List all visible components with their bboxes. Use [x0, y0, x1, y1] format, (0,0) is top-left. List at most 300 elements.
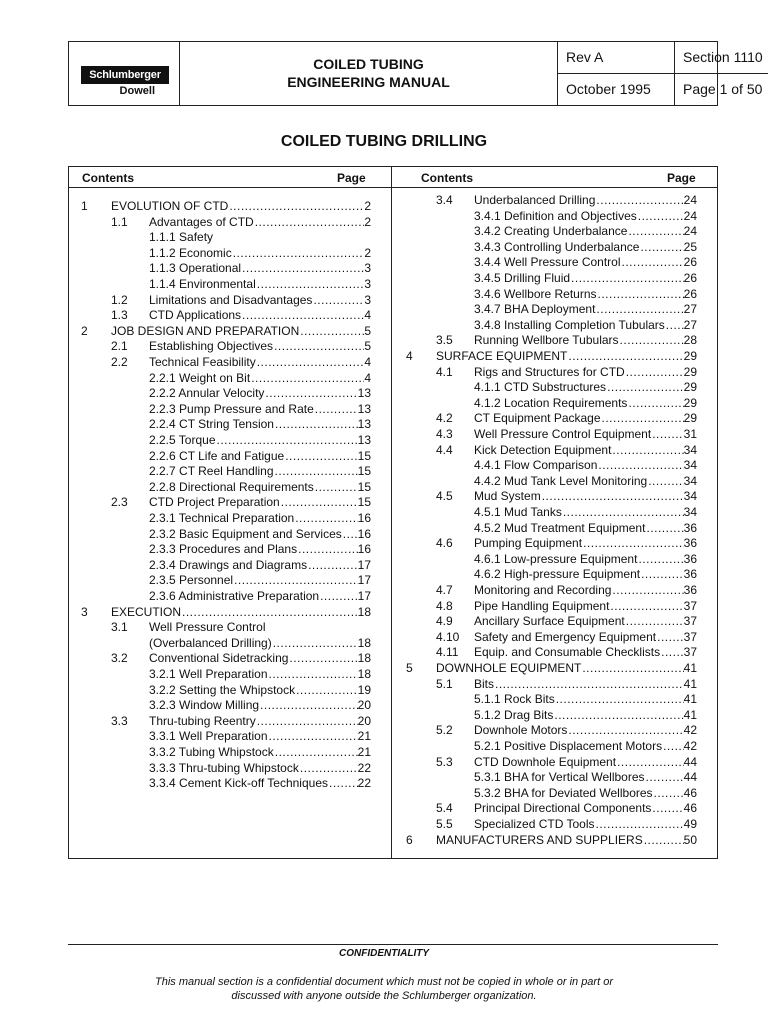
toc-entry-page: 24 — [683, 193, 697, 207]
toc-entry-page: 17 — [357, 573, 371, 588]
toc-leader-dots — [621, 254, 684, 270]
toc-entry-page: 3 — [364, 261, 371, 276]
toc-entry[interactable] — [111, 198, 371, 214]
table-of-contents — [68, 166, 718, 859]
toc-entry-title: 3.3.2 Tubing Whipstock — [149, 745, 274, 759]
toc-entry[interactable] — [149, 292, 371, 308]
toc-entry-title: 3.3.3 Thru-tubing Whipstock — [149, 760, 299, 775]
company-logo — [69, 42, 179, 105]
toc-entry[interactable] — [149, 214, 371, 230]
toc-entry-title: Equip. and Consumable Checklists — [474, 645, 661, 660]
toc-entry-page: 37 — [683, 598, 697, 613]
toc-entry-title: CTD Project Preparation — [149, 495, 280, 510]
toc-leader-dots — [265, 619, 371, 635]
toc-entry-title: Underbalanced Drilling — [474, 193, 596, 207]
toc-entry[interactable] — [149, 635, 371, 651]
toc-entry-title: Kick Detection Equipment — [474, 442, 612, 457]
toc-entry[interactable] — [149, 775, 371, 791]
toc-section-number: 1.2 — [111, 292, 128, 307]
toc-entry-page: 3 — [364, 292, 371, 307]
toc-entry-page: 13 — [357, 433, 371, 447]
toc-leader-dots — [611, 442, 683, 458]
toc-section-number: 5.2 — [436, 723, 453, 738]
toc-entry-title: Thru-tubing Reentry — [149, 713, 256, 728]
toc-entry-page: 5 — [364, 339, 371, 354]
toc-entry[interactable] — [149, 463, 371, 479]
toc-entry[interactable] — [149, 229, 371, 245]
toc-entry[interactable] — [474, 223, 697, 239]
toc-entry-page: 26 — [683, 286, 697, 301]
toc-entry-page: 15 — [357, 479, 371, 494]
toc-entry[interactable] — [474, 535, 697, 551]
toc-entry-title: Technical Feasibility — [149, 355, 256, 369]
toc-entry[interactable] — [474, 707, 697, 723]
toc-entry[interactable] — [149, 354, 371, 370]
toc-entry-page: 34 — [683, 442, 697, 457]
toc-entry[interactable] — [149, 479, 371, 495]
toc-entry-page: 13 — [357, 386, 371, 401]
toc-entry-title: 1.1.4 Environmental — [149, 277, 256, 291]
revision-label: Rev A — [557, 42, 674, 74]
toc-section-number: 4 — [406, 349, 413, 363]
toc-entry-title: 4.5.2 Mud Treatment Equipment — [474, 520, 646, 535]
toc-entry[interactable] — [474, 395, 697, 411]
toc-entry[interactable] — [474, 816, 697, 832]
toc-entry-page: 22 — [357, 776, 371, 791]
toc-leader-dots — [256, 713, 358, 729]
toc-entry[interactable] — [474, 317, 697, 333]
toc-entry-title: 3.4.4 Well Pressure Control — [474, 255, 621, 270]
page-heading-left: Page — [337, 171, 366, 185]
toc-entry[interactable] — [474, 192, 697, 208]
toc-entry-page: 36 — [683, 536, 697, 551]
toc-entry-page: 16 — [357, 542, 371, 557]
toc-section-number: 4.8 — [436, 598, 453, 613]
toc-entry-page: 26 — [683, 271, 697, 285]
toc-entry-page: 37 — [683, 614, 697, 629]
toc-leader-dots — [665, 317, 684, 333]
toc-leader-dots — [562, 504, 684, 520]
toc-section-number: 2.3 — [111, 495, 128, 510]
toc-entry[interactable] — [474, 769, 697, 785]
toc-section-number: 4.10 — [436, 629, 460, 644]
toc-entry[interactable] — [474, 644, 697, 660]
toc-entry-page: 17 — [357, 557, 371, 572]
toc-entry[interactable] — [474, 426, 697, 442]
toc-entry-page: 34 — [683, 489, 697, 504]
toc-entry-title: Downhole Motors — [474, 723, 568, 738]
toc-entry[interactable] — [149, 744, 371, 760]
toc-entry[interactable] — [474, 379, 697, 395]
toc-entry-page: 36 — [683, 520, 697, 535]
manual-title-line1: COILED TUBING — [313, 56, 424, 72]
toc-entry-page: 41 — [683, 661, 697, 675]
page-title: COILED TUBING DRILLING — [280, 133, 488, 150]
toc-entry[interactable] — [474, 582, 697, 598]
toc-entry-title: 3.2.1 Well Preparation — [149, 667, 268, 681]
toc-entry-title: 3.4.7 BHA Deployment — [474, 302, 596, 317]
toc-entry-page: 16 — [357, 526, 371, 541]
toc-leader-dots — [295, 682, 358, 698]
toc-entry-title: 4.5.1 Mud Tanks — [474, 505, 562, 519]
toc-entry-page: 24 — [683, 224, 697, 239]
toc-section-number: 5 — [406, 661, 413, 675]
toc-entry[interactable] — [149, 401, 371, 417]
toc-leader-dots — [254, 214, 365, 230]
toc-entry[interactable] — [474, 270, 697, 286]
toc-entry-page: 18 — [357, 651, 371, 666]
toc-entry[interactable] — [149, 682, 371, 698]
toc-leader-dots — [625, 364, 684, 380]
toc-entry-page: 20 — [357, 713, 371, 728]
toc-entry-page: 36 — [683, 583, 697, 597]
toc-entry-title: Establishing Objectives — [149, 339, 274, 354]
toc-leader-dots — [494, 676, 684, 692]
toc-entry[interactable] — [149, 760, 371, 776]
toc-entry-title: Conventional Sidetracking — [149, 651, 289, 666]
toc-leader-dots — [582, 535, 684, 551]
toc-entry-title: 2.2.2 Annular Velocity — [149, 386, 265, 401]
toc-leader-dots — [625, 613, 684, 629]
toc-entry[interactable] — [474, 504, 697, 520]
column-divider — [391, 167, 392, 858]
toc-entry-page: 29 — [683, 380, 697, 395]
toc-entry-title: 5.2.1 Positive Displacement Motors — [474, 739, 663, 753]
toc-leader-dots — [643, 832, 684, 848]
toc-section-number: 3.2 — [111, 651, 128, 666]
confidentiality-line2: discussed with anyone outside the Schlumberger organization. — [231, 990, 537, 1002]
toc-leader-dots — [609, 598, 683, 614]
toc-leader-dots — [567, 348, 683, 364]
toc-entry-title: (Overbalanced Drilling) — [149, 635, 272, 650]
toc-entry[interactable] — [149, 666, 371, 682]
toc-entry-title: Rigs and Structures for CTD — [474, 364, 625, 379]
toc-entry-title: JOB DESIGN AND PREPARATION — [111, 323, 300, 338]
contents-heading-left: Contents — [82, 171, 134, 185]
toc-entry[interactable] — [474, 676, 697, 692]
toc-leader-dots — [595, 301, 683, 317]
toc-section-number: 4.3 — [436, 427, 453, 441]
toc-leader-dots — [256, 276, 365, 292]
toc-entry-page: 37 — [683, 645, 697, 660]
toc-section-number: 3 — [81, 604, 88, 619]
toc-leader-dots — [553, 707, 683, 723]
toc-entry-page: 34 — [683, 473, 697, 488]
toc-entry-title: 4.4.2 Mud Tank Level Monitoring — [474, 473, 648, 488]
toc-entry-title: 2.2.5 Torque — [149, 433, 216, 447]
logo-wordmark: Schlumberger — [81, 66, 169, 84]
toc-entry-page: 21 — [357, 729, 371, 744]
toc-entry-title: Ancillary Surface Equipment — [474, 614, 625, 629]
page-heading-right: Page — [667, 171, 696, 185]
toc-leader-dots — [284, 448, 357, 464]
toc-leader-dots — [328, 775, 358, 791]
toc-leader-dots — [241, 307, 364, 323]
toc-entry-page: 29 — [683, 349, 697, 363]
toc-leader-dots — [256, 354, 365, 370]
toc-entry[interactable] — [474, 551, 697, 567]
toc-entry[interactable] — [474, 286, 697, 302]
toc-section-number: 3.4 — [436, 193, 453, 207]
toc-entry-page: 46 — [683, 801, 697, 816]
toc-leader-dots — [645, 769, 684, 785]
toc-entry-title: 5.3.2 BHA for Deviated Wellbores — [474, 785, 653, 800]
logo-subbrand: Dowell — [119, 85, 155, 97]
toc-section-number: 1.3 — [111, 308, 128, 323]
toc-section-number: 4.1 — [436, 364, 453, 379]
toc-entry-page: 29 — [683, 364, 697, 379]
section-label: Section 1110 — [674, 42, 768, 74]
toc-leader-dots — [627, 395, 683, 411]
toc-leader-dots — [597, 457, 683, 473]
toc-section-number: 2.2 — [111, 355, 128, 369]
toc-leader-dots — [274, 416, 358, 432]
toc-entry[interactable] — [436, 348, 697, 364]
toc-leader-dots — [273, 338, 364, 354]
toc-entry[interactable] — [149, 650, 371, 666]
toc-leader-dots — [294, 510, 357, 526]
toc-leader-dots — [228, 198, 364, 214]
toc-entry-title: 3.4.1 Definition and Objectives — [474, 208, 637, 223]
toc-leader-dots — [619, 332, 684, 348]
toc-entry-page: 2 — [364, 199, 371, 213]
toc-entry-page: 41 — [683, 692, 697, 707]
toc-leader-dots — [653, 785, 684, 801]
toc-entry[interactable] — [149, 526, 371, 542]
toc-entry[interactable] — [474, 520, 697, 536]
toc-entry[interactable] — [474, 473, 697, 489]
toc-leader-dots — [233, 572, 358, 588]
toc-entry-page: 36 — [683, 551, 697, 566]
toc-leader-dots — [268, 666, 358, 682]
toc-entry[interactable] — [474, 722, 697, 738]
toc-leader-dots — [637, 551, 683, 567]
toc-entry-title: 3.4.8 Installing Completion Tubulars — [474, 317, 665, 332]
toc-entry[interactable] — [474, 442, 697, 458]
toc-entry-title: 2.3.3 Procedures and Plans — [149, 542, 298, 557]
toc-section-number: 6 — [406, 832, 413, 847]
toc-entry[interactable] — [149, 245, 371, 261]
toc-leader-dots — [274, 463, 358, 479]
toc-entry[interactable] — [474, 457, 697, 473]
toc-entry-title: 3.2.3 Window Milling — [149, 698, 260, 713]
toc-entry-title: 2.3.1 Technical Preparation — [149, 511, 295, 525]
toc-entry-title: 3.4.3 Controlling Underbalance — [474, 239, 640, 254]
toc-entry[interactable] — [474, 785, 697, 801]
toc-entry-title: Well Pressure Control Equipment — [474, 427, 652, 441]
toc-entry-page: 17 — [357, 589, 371, 603]
toc-leader-dots — [627, 223, 683, 239]
toc-entry-page: 25 — [683, 239, 697, 254]
toc-entry-page: 49 — [683, 817, 697, 831]
toc-leader-dots — [601, 410, 684, 426]
toc-entry[interactable] — [474, 691, 697, 707]
toc-entry-title: CTD Applications — [149, 308, 242, 323]
toc-entry-page: 15 — [357, 464, 371, 479]
toc-entry[interactable] — [474, 332, 697, 348]
toc-entry[interactable] — [149, 541, 371, 557]
toc-entry-title: Running Wellbore Tubulars — [474, 333, 619, 348]
toc-entry-title: Safety and Emergency Equipment — [474, 629, 657, 644]
toc-entry[interactable] — [474, 208, 697, 224]
toc-entry[interactable] — [149, 588, 371, 604]
toc-section-number: 4.2 — [436, 411, 453, 426]
toc-entry-page: 29 — [683, 411, 697, 426]
toc-entry[interactable] — [474, 613, 697, 629]
toc-entry[interactable] — [474, 254, 697, 270]
toc-entry[interactable] — [474, 754, 697, 770]
toc-entry-title: Bits — [474, 676, 495, 691]
toc-entry[interactable] — [149, 713, 371, 729]
toc-section-number: 5.5 — [436, 817, 453, 831]
toc-entry-title: 3.4.6 Wellbore Returns — [474, 286, 597, 301]
toc-entry-page: 27 — [683, 317, 697, 332]
toc-leader-dots — [259, 697, 358, 713]
toc-entry-title: 3.3.4 Cement Kick-off Techniques — [149, 776, 328, 791]
toc-entry-page: 18 — [357, 667, 371, 681]
contents-heading-right: Contents — [421, 171, 473, 185]
toc-entry-title: CT Equipment Package — [474, 411, 601, 426]
toc-entry-page: 41 — [683, 707, 697, 722]
toc-entry[interactable] — [474, 598, 697, 614]
toc-entry-page: 34 — [683, 458, 697, 473]
toc-leader-dots — [616, 754, 684, 770]
toc-section-number: 5.1 — [436, 676, 453, 691]
toc-entry[interactable] — [149, 370, 371, 386]
toc-entry-title: Specialized CTD Tools — [474, 817, 595, 831]
toc-entry-page: 44 — [683, 754, 697, 769]
toc-entry[interactable] — [474, 629, 697, 645]
toc-entry[interactable] — [149, 448, 371, 464]
toc-leader-dots — [645, 520, 683, 536]
toc-entry-page: 13 — [357, 401, 371, 416]
toc-entry[interactable] — [474, 566, 697, 582]
toc-entry[interactable] — [149, 416, 371, 432]
toc-entry-page: 21 — [357, 745, 371, 759]
toc-entry[interactable] — [111, 323, 371, 339]
toc-entry-title: 2.3.5 Personnel — [149, 573, 234, 588]
toc-entry[interactable] — [474, 301, 697, 317]
toc-section-number: 1.1 — [111, 214, 128, 229]
toc-entry-title: Principal Directional Components — [474, 801, 652, 816]
toc-leader-dots — [312, 292, 364, 308]
toc-leader-dots — [272, 635, 358, 651]
toc-entry-page: 22 — [357, 760, 371, 775]
toc-entry[interactable] — [474, 738, 697, 754]
toc-entry-title: 1.1.3 Operational — [149, 261, 242, 276]
toc-entry[interactable] — [474, 410, 697, 426]
toc-leader-dots — [555, 691, 684, 707]
toc-entry-page: 24 — [683, 208, 697, 223]
toc-entry-page: 4 — [364, 308, 371, 323]
toc-entry[interactable] — [149, 697, 371, 713]
toc-entry-page: 41 — [683, 676, 697, 691]
date-label: October 1995 — [557, 74, 674, 105]
confidentiality-line1: This manual section is a confidential document which must not be copied in whole or in part or — [155, 976, 613, 988]
toc-entry[interactable] — [436, 832, 697, 848]
toc-leader-dots — [342, 526, 358, 542]
toc-section-number: 1 — [81, 199, 88, 213]
toc-leader-dots — [639, 239, 683, 255]
toc-leader-dots — [241, 260, 364, 276]
toc-entry[interactable] — [149, 260, 371, 276]
toc-entry[interactable] — [149, 510, 371, 526]
toc-entry-title: 3.3.1 Well Preparation — [149, 729, 268, 744]
page-number-label: Page 1 of 50 — [674, 74, 768, 105]
toc-entry[interactable] — [149, 307, 371, 323]
toc-entry-page: 3 — [364, 277, 371, 291]
toc-entry-page: 46 — [683, 785, 697, 800]
toc-leader-dots — [297, 541, 358, 557]
toc-entry-title: 5.1.1 Rock Bits — [474, 692, 555, 707]
toc-entry[interactable] — [474, 364, 697, 380]
toc-entry-page: 50 — [683, 832, 697, 847]
toc-entry[interactable] — [436, 660, 697, 676]
header-rule — [69, 187, 717, 188]
toc-entry-page: 27 — [683, 302, 697, 317]
toc-entry[interactable] — [149, 276, 371, 292]
toc-leader-dots — [213, 229, 371, 245]
toc-entry[interactable] — [149, 619, 371, 635]
toc-leader-dots — [597, 286, 684, 302]
manual-title-line2: ENGINEERING MANUAL — [287, 74, 450, 90]
toc-section-number: 4.5 — [436, 489, 453, 504]
toc-entry-page: 37 — [683, 629, 697, 644]
toc-entry[interactable] — [149, 557, 371, 573]
toc-entry-title: Pipe Handling Equipment — [474, 598, 610, 613]
toc-leader-dots — [647, 473, 683, 489]
toc-entry[interactable] — [149, 432, 371, 448]
toc-entry-title: 2.2.3 Pump Pressure and Rate — [149, 401, 314, 416]
toc-entry-page: 44 — [683, 770, 697, 785]
toc-entry-page: 15 — [357, 495, 371, 510]
toc-entry[interactable] — [149, 728, 371, 744]
toc-entry-title: 3.4.5 Drilling Fluid — [474, 271, 571, 285]
toc-leader-dots — [250, 370, 364, 386]
toc-entry[interactable] — [149, 338, 371, 354]
toc-entry[interactable] — [149, 385, 371, 401]
toc-section-number: 2 — [81, 323, 88, 338]
toc-entry[interactable] — [474, 239, 697, 255]
toc-leader-dots — [314, 401, 358, 417]
toc-entry-page: 16 — [357, 511, 371, 525]
toc-section-number: 2.1 — [111, 339, 128, 354]
toc-leader-dots — [274, 744, 358, 760]
toc-entry-page: 15 — [357, 448, 371, 463]
toc-entry-title: SURFACE EQUIPMENT — [436, 349, 568, 363]
toc-leader-dots — [307, 557, 358, 573]
toc-entry-title: Limitations and Disadvantages — [149, 292, 313, 307]
toc-entry-title: 4.1.1 CTD Substructures — [474, 380, 607, 395]
toc-section-number: 5.4 — [436, 801, 453, 816]
toc-entry-page: 34 — [683, 505, 697, 519]
toc-entry-title: 4.1.2 Location Requirements — [474, 395, 628, 410]
confidentiality-notice — [0, 975, 768, 1003]
toc-leader-dots — [662, 738, 684, 754]
toc-leader-dots — [314, 479, 358, 495]
toc-entry-title: 2.3.6 Administrative Preparation — [149, 589, 320, 603]
toc-entry[interactable] — [149, 494, 371, 510]
toc-entry[interactable] — [474, 800, 697, 816]
toc-entry[interactable] — [111, 604, 371, 620]
toc-section-number: 4.9 — [436, 614, 453, 629]
toc-entry[interactable] — [149, 572, 371, 588]
toc-leader-dots — [637, 208, 684, 224]
toc-entry[interactable] — [474, 488, 697, 504]
toc-entry-title: 2.2.6 CT Life and Fatigue — [149, 448, 285, 463]
footer-rule — [68, 944, 718, 945]
toc-leader-dots — [570, 270, 684, 286]
